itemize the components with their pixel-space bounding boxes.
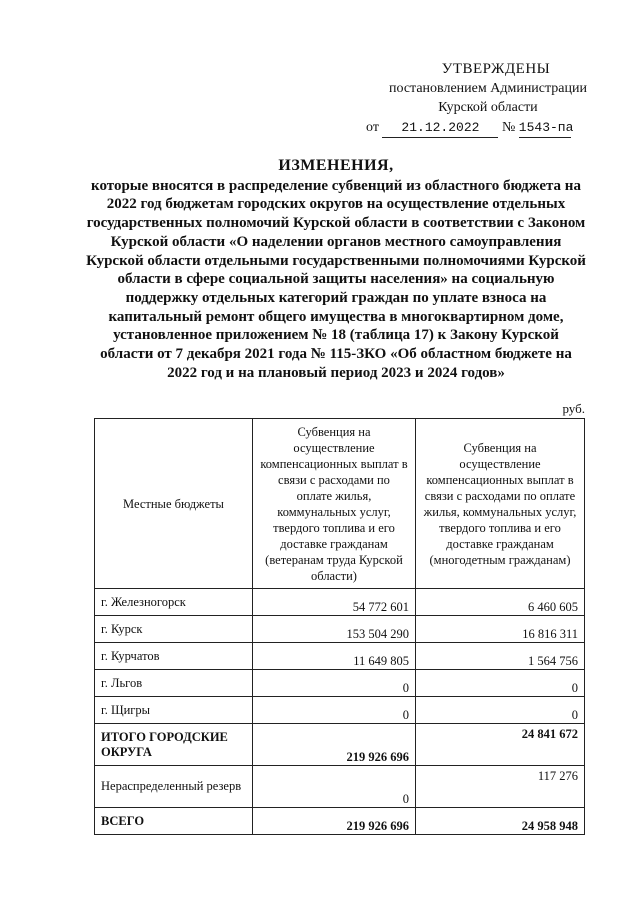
row-name: г. Железногорск [95, 589, 253, 616]
row-value-1: 219 926 696 [253, 808, 416, 835]
row-value-2: 0 [416, 697, 585, 724]
row-value-2: 24 841 672 [416, 724, 585, 766]
title-text: которые вносятся в распределение субвенций из областного бюджета на 2022 год бюджетам городских округов на осуществление отдельных государственных полномочий Курской области в соответствии с Законом Курской области «О наделении органов местного самоуправления Курской области отдельными государственными полномочиями Курской области в сфере социальной защиты населения» на социальную поддержку отдельных категорий граждан по уплате взноса на капитальный ремонт общего имущества в многоквартирном доме, установленное приложением № 18 (таблица 17) к Закону Курской области от 7 декабря 2021 года № 115-ЗКО «Об областном бюджете на 2022 год и на плановый период 2023 и 2024 годов» [86, 177, 586, 381]
row-value-1: 0 [253, 766, 416, 808]
approval-line-1: постановлением Администрации [389, 81, 587, 96]
row-value-1: 219 926 696 [253, 724, 416, 766]
row-name: ИТОГО ГОРОДСКИЕ ОКРУГА [95, 724, 253, 766]
row-name: г. Курск [95, 616, 253, 643]
row-value-1: 11 649 805 [253, 643, 416, 670]
header-local-budgets: Местные бюджеты [95, 419, 253, 589]
row-value-2: 0 [416, 670, 585, 697]
row-value-2: 24 958 948 [416, 808, 585, 835]
table-row [95, 589, 585, 616]
document-title [86, 157, 586, 382]
row-name: г. Льгов [95, 670, 253, 697]
row-name: ВСЕГО [95, 808, 253, 835]
approval-line-2: Курской области [438, 100, 538, 115]
row-name: Нераспределенный резерв [95, 766, 253, 808]
row-name: г. Щигры [95, 697, 253, 724]
row-name: г. Курчатов [95, 643, 253, 670]
approval-block [366, 60, 606, 138]
table-row [95, 766, 585, 808]
approval-number: 1543-па [519, 118, 571, 138]
table-row [95, 670, 585, 697]
row-value-1: 54 772 601 [253, 589, 416, 616]
row-value-2: 6 460 605 [416, 589, 585, 616]
date-prefix: от [366, 120, 379, 135]
approval-date: 21.12.2022 [382, 118, 498, 138]
table-row-total [95, 808, 585, 835]
table-row [95, 643, 585, 670]
header-veterans: Субвенция на осуществление компенсационных выплат в связи с расходами по оплате жилья, коммунальных услуг, твердого топлива и его доставке гражданам (ветеранам труда Курской области) [253, 419, 416, 589]
row-value-2: 1 564 756 [416, 643, 585, 670]
row-value-2: 117 276 [416, 766, 585, 808]
table-header-row [95, 419, 585, 589]
currency-unit: руб. [562, 401, 585, 416]
row-value-1: 0 [253, 697, 416, 724]
table-row [95, 697, 585, 724]
number-prefix: № [501, 120, 516, 135]
table-row-subtotal [95, 724, 585, 766]
row-value-1: 153 504 290 [253, 616, 416, 643]
approval-date-line [366, 118, 606, 138]
table-row [95, 616, 585, 643]
approval-heading: УТВЕРЖДЕНЫ [441, 61, 551, 77]
title-heading: ИЗМЕНЕНИЯ, [278, 157, 394, 174]
header-large-families: Субвенция на осуществление компенсационных выплат в связи с расходами по оплате жилья, коммунальных услуг, твердого топлива и его доставке гражданам (многодетным гражданам) [416, 419, 585, 589]
subvention-table [94, 418, 585, 835]
row-value-2: 16 816 311 [416, 616, 585, 643]
row-value-1: 0 [253, 670, 416, 697]
